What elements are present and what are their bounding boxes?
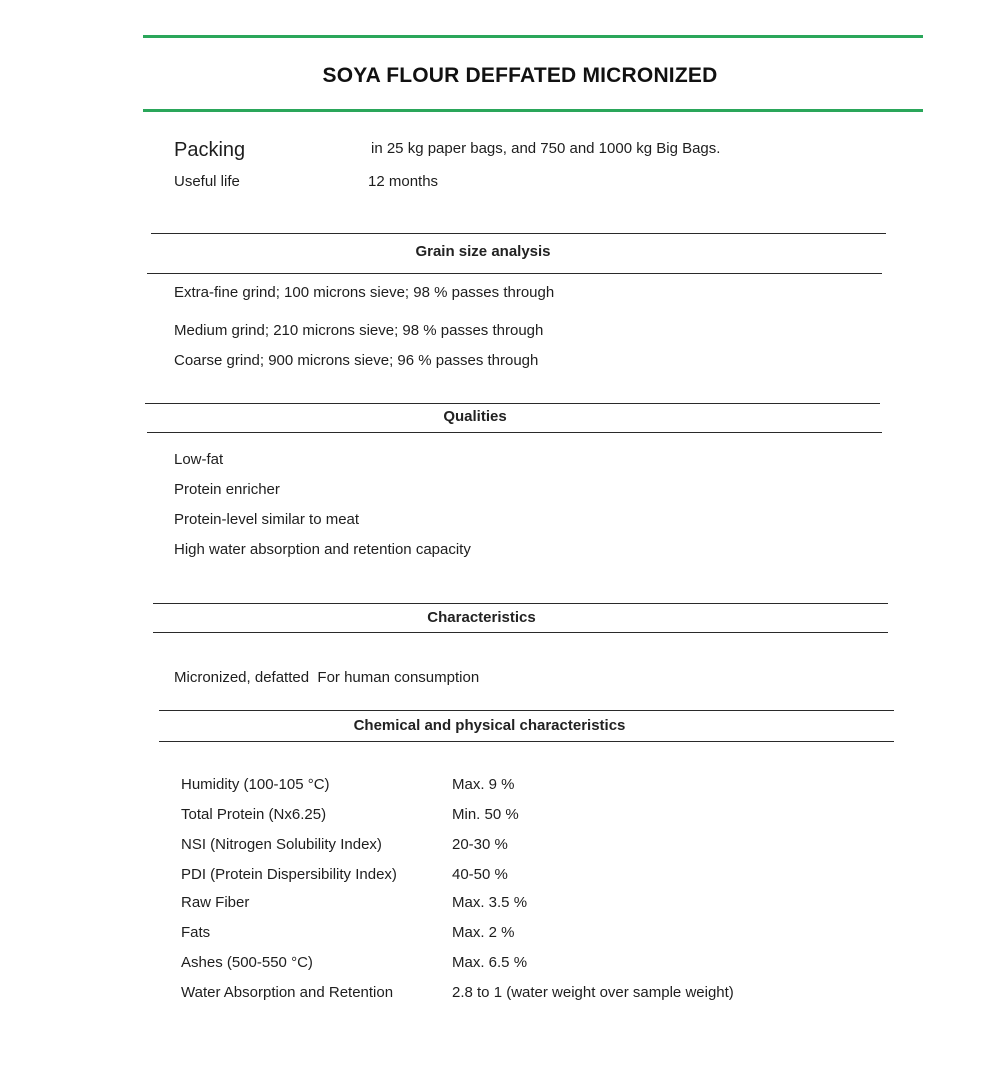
useful-life-label: Useful life [174,173,240,190]
quality-item-protein-enricher: Protein enricher [174,481,280,498]
quality-item-low-fat: Low-fat [174,451,224,468]
grain-item-medium: Medium grind; 210 microns sieve; 98 % passes through [174,322,544,339]
property-name: Total Protein (Nx6.25) [181,806,327,823]
grain-bottom-rule [147,273,882,274]
property-value: Max. 3.5 % [452,894,528,911]
property-name: Raw Fiber [181,894,250,911]
grain-heading: Grain size analysis [415,243,551,260]
chemical-top-rule [159,710,894,711]
characteristics-top-rule [153,603,888,604]
property-value: Max. 2 % [452,924,515,941]
property-name: NSI (Nitrogen Solubility Index) [181,836,382,853]
grain-item-coarse: Coarse grind; 900 microns sieve; 96 % passes through [174,352,539,369]
grain-top-rule [151,233,886,234]
qualities-bottom-rule [147,432,882,433]
property-name: Ashes (500-550 °C) [181,954,313,971]
property-value: Max. 6.5 % [452,954,528,971]
chemical-bottom-rule [159,741,894,742]
packing-label: Packing [174,139,246,161]
property-name: PDI (Protein Dispersibility Index) [181,866,397,883]
qualities-top-rule [145,403,880,404]
property-value: 20-30 % [452,836,508,853]
quality-item-water-absorption: High water absorption and retention capacity [174,541,471,558]
characteristics-text: Micronized, defatted For human consumption [174,669,480,686]
useful-life-value: 12 months [368,173,439,190]
property-value: 2.8 to 1 (water weight over sample weight) [452,984,734,1001]
property-value: 40-50 % [452,866,508,883]
qualities-heading: Qualities [443,408,507,425]
page-title: SOYA FLOUR DEFFATED MICRONIZED [322,64,718,87]
characteristics-heading: Characteristics [427,609,536,626]
characteristics-bottom-rule [153,632,888,633]
title-top-rule [143,35,923,38]
packing-value: in 25 kg paper bags, and 750 and 1000 kg Big Bags. [371,140,721,157]
property-value: Min. 50 % [452,806,519,823]
chemical-heading: Chemical and physical characteristics [353,717,626,734]
title-bottom-rule [143,109,923,112]
property-name: Water Absorption and Retention [181,984,394,1001]
property-name: Fats [181,924,211,941]
quality-item-protein-level: Protein-level similar to meat [174,511,360,528]
property-name: Humidity (100-105 °C) [181,776,330,793]
property-value: Max. 9 % [452,776,515,793]
grain-item-extra-fine: Extra-fine grind; 100 microns sieve; 98 % passes through [174,284,555,301]
